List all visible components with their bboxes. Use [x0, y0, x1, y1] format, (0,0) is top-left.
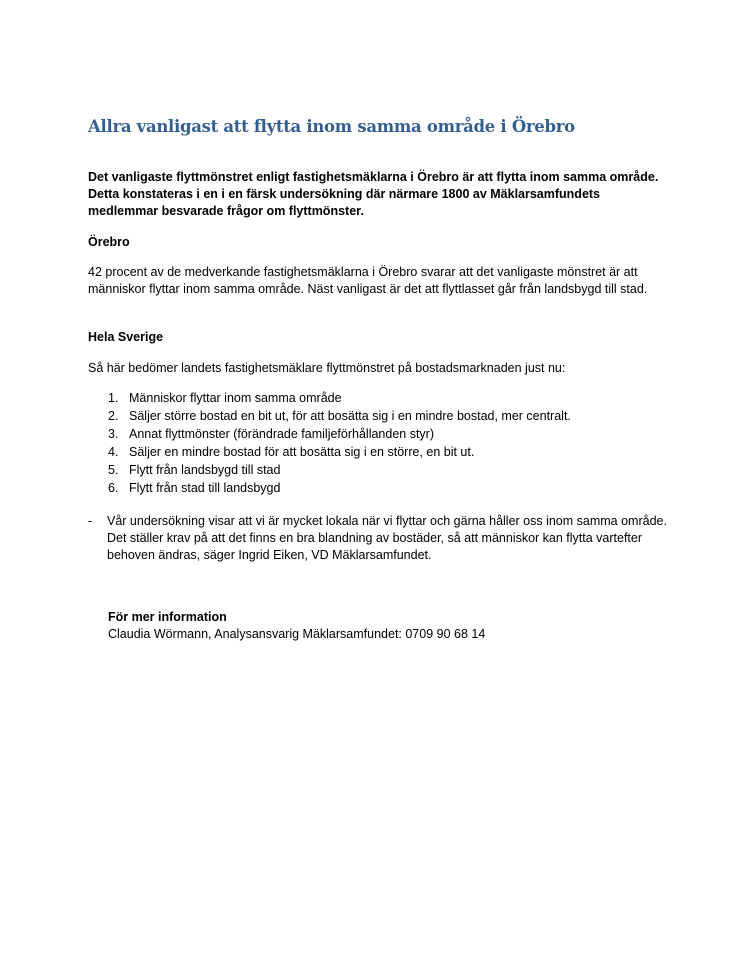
section-heading-sverige: Hela Sverige	[88, 330, 164, 344]
list-item	[108, 461, 571, 479]
list-number: 1.	[108, 391, 119, 405]
list-number: 3.	[108, 427, 119, 441]
list-item	[108, 389, 571, 407]
list-text: Annat flyttmönster (förändrade familjeförhållanden styr)	[129, 427, 435, 441]
list-item	[108, 479, 571, 497]
ranking-list	[108, 389, 571, 497]
list-number: 6.	[108, 481, 119, 495]
list-number: 4.	[108, 445, 119, 459]
sverige-intro: Så här bedömer landets fastighetsmäklare flyttmönstret på bostadsmarknaden just nu:	[88, 361, 566, 375]
list-number: 2.	[108, 409, 119, 423]
contact-text: Claudia Wörmann, Analysansvarig Mäklarsamfundet: 0709 90 68 14	[108, 627, 486, 641]
list-text: Säljer en mindre bostad för att bosätta sig i en större, en bit ut.	[129, 445, 475, 459]
quote-dash: -	[88, 514, 93, 528]
list-text: Flytt från landsbygd till stad	[129, 463, 281, 477]
orebro-paragraph: 42 procent av de medverkande fastighetsmäklarna i Örebro svarar att det vanligaste mönstret är att människor flyttar inom samma område. Näst vanligast är det att flyttlasset går från landsbygd till stad.	[88, 265, 648, 296]
list-text: Flytt från stad till landsbygd	[129, 481, 281, 495]
list-text: Säljer större bostad en bit ut, för att bosätta sig i en mindre bostad, mer centralt.	[129, 409, 571, 423]
quote-text: Vår undersökning visar att vi är mycket lokala när vi flyttar och gärna håller oss inom samma område. Det ställer krav på att det finns en bra blandning av bostäder, så att människor kan flytta vartefter behoven ändras, säger Ingrid Eiken, VD Mäklarsamfundet.	[107, 514, 667, 562]
quote-block	[88, 513, 668, 564]
contact-block	[108, 609, 485, 643]
contact-heading: För mer information	[108, 610, 227, 624]
list-item	[108, 407, 571, 425]
list-text: Människor flyttar inom samma område	[129, 391, 342, 405]
lead-paragraph: Det vanligaste flyttmönstret enligt fastighetsmäklarna i Örebro är att flytta inom samma område. Detta konstateras i en i en färsk undersökning där närmare 1800 av Mäklarsamfundets medlemmar besvarade frågor om flyttmönster.	[88, 170, 659, 218]
page-title: Allra vanligast att flytta inom samma område i Örebro	[88, 117, 575, 136]
list-number: 5.	[108, 463, 119, 477]
list-item	[108, 425, 571, 443]
section-heading-orebro: Örebro	[88, 235, 130, 249]
list-item	[108, 443, 571, 461]
